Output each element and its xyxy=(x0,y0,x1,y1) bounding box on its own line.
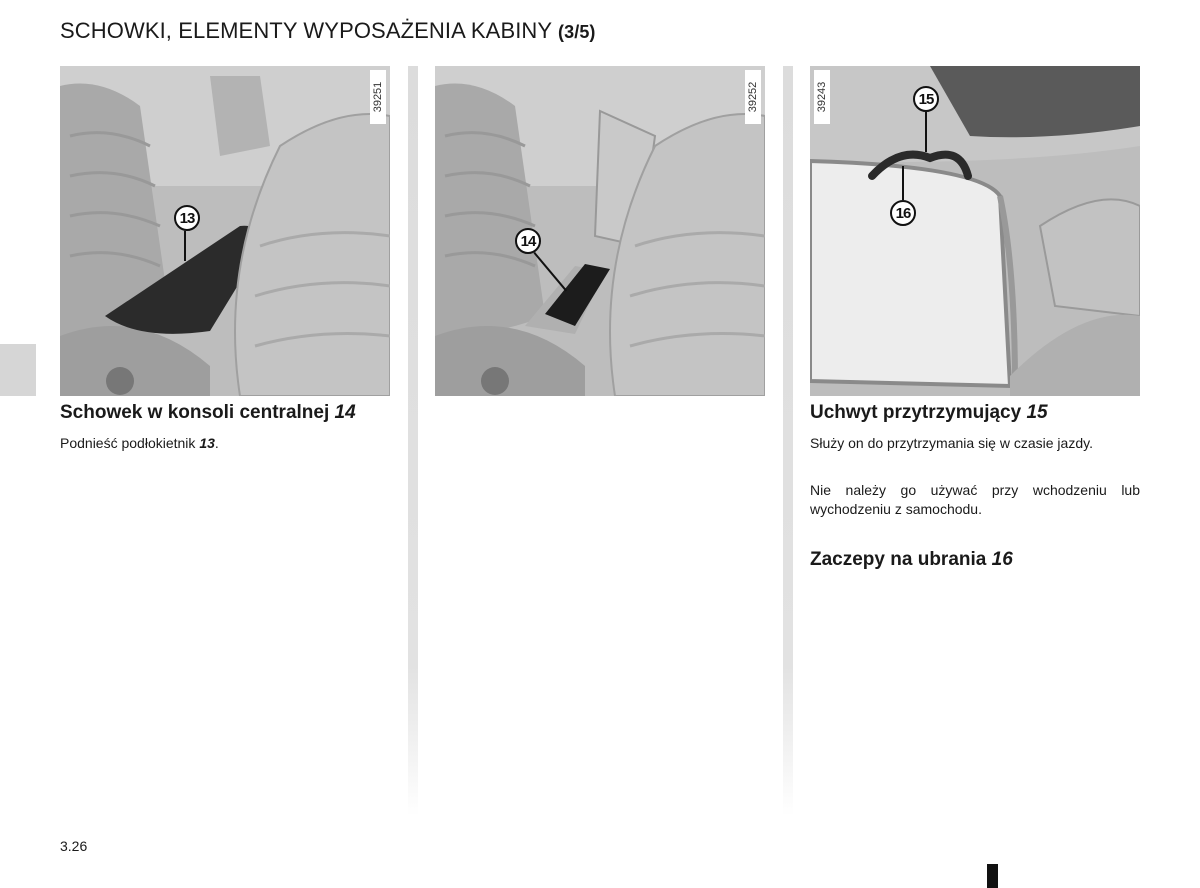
armrest-illustration xyxy=(60,66,390,396)
figure-code-box xyxy=(745,70,761,124)
callout-leader xyxy=(184,231,186,261)
paragraph-grab-handle-use: Służy on do przytrzymania się w czasie jazdy. xyxy=(810,435,1093,451)
heading-reference: 16 xyxy=(991,549,1013,570)
figure-code-box xyxy=(370,70,386,124)
page-title xyxy=(60,18,596,44)
column-divider-2 xyxy=(783,66,793,816)
figure-grab-handle xyxy=(810,66,1140,396)
figure-armrest xyxy=(60,66,390,396)
figure-code: 39252 xyxy=(747,81,759,113)
callout-leader xyxy=(902,166,904,200)
callout-14: 14 xyxy=(515,228,541,254)
callout-16: 16 xyxy=(890,200,916,226)
paragraph-grab-handle-warning: Nie należy go używać przy wchodzeniu lub wychodzeniu z samochodu. xyxy=(810,482,1140,517)
page-title-text: SCHOWKI, ELEMENTY WYPOSAŻENIA KABINY xyxy=(60,18,552,43)
text-reference: 13 xyxy=(199,435,215,451)
grab-handle-illustration xyxy=(810,66,1140,396)
heading-grab-handle: Uchwyt przytrzymujący 15 xyxy=(810,402,1048,423)
page-part-indicator: (3/5) xyxy=(558,22,596,42)
paragraph-lift-armrest: Podnieść podłokietnik 13. xyxy=(60,435,219,451)
heading-reference: 15 xyxy=(1026,402,1048,423)
heading-coat-hooks: Zaczepy na ubrania 16 xyxy=(810,549,1013,570)
heading-reference: 14 xyxy=(334,402,356,423)
figure-code: 39243 xyxy=(816,81,828,113)
chapter-tab xyxy=(0,344,36,396)
callout-leader xyxy=(925,112,927,152)
storage-illustration xyxy=(435,66,765,396)
figure-code: 39251 xyxy=(372,81,384,113)
heading-console-storage: Schowek w konsoli centralnej 14 xyxy=(60,402,356,423)
figure-storage-compartment xyxy=(435,66,765,396)
column-divider-1 xyxy=(408,66,418,816)
page-number: 3.26 xyxy=(60,838,88,854)
page-edge-mark xyxy=(987,864,998,888)
callout-13: 13 xyxy=(174,205,200,231)
callout-15: 15 xyxy=(913,86,939,112)
figure-code-box xyxy=(814,70,830,124)
